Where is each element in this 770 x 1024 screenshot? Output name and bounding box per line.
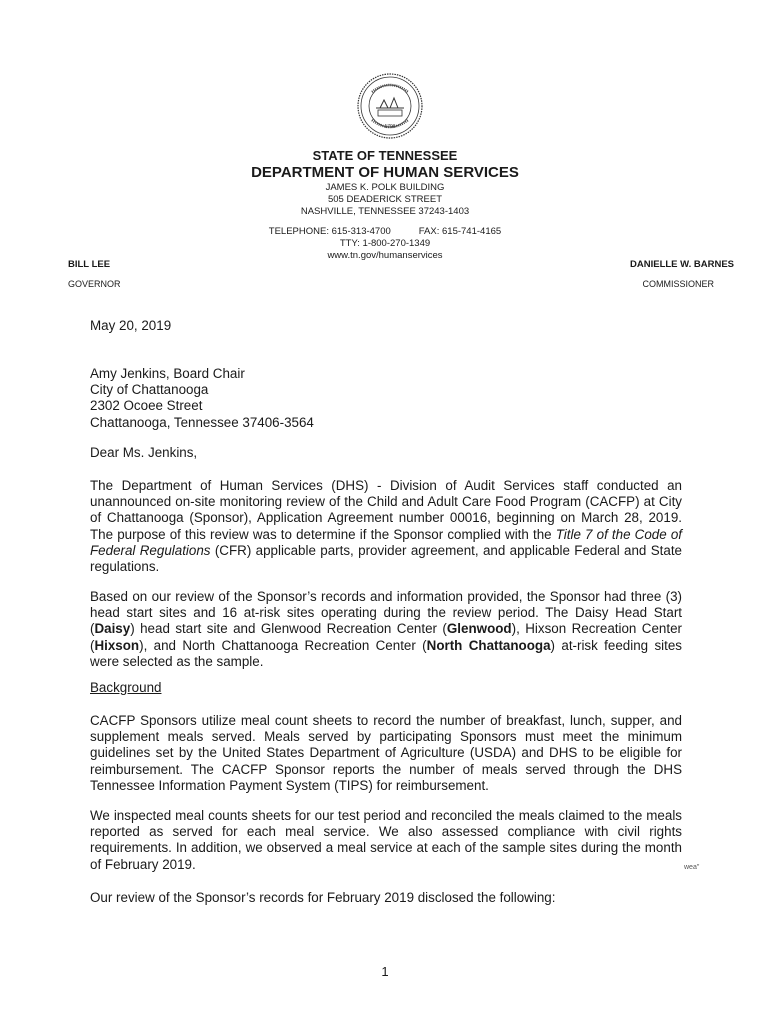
- recipient-address: [90, 366, 682, 431]
- page-number: 1: [381, 964, 389, 979]
- department-title: DEPARTMENT OF HUMAN SERVICES: [251, 164, 519, 181]
- text-run: Based on our review of the Sponsor’s records and information provided, the Sponsor had three (3) head start sites and 16 at-risk sites operating during the review period. The Daisy Head Start (: [90, 589, 682, 637]
- cfr-title: Title 7 of the Code of Federal Regulations: [90, 526, 682, 558]
- street-address: 505 DEADERICK STREET: [327, 194, 443, 205]
- address-line: Chattanooga, Tennessee 37406-3564: [90, 414, 314, 430]
- text-run: ), Hixson Recreation Center (: [90, 621, 682, 653]
- svg-text:1796: 1796: [384, 124, 396, 130]
- text-run: ) head start site and Glenwood Recreation Center (: [130, 621, 447, 637]
- site-north-chattanooga: North Chattanooga: [426, 637, 551, 653]
- address-line: City of Chattanooga: [90, 382, 209, 398]
- tty: TTY: 1-800-270-1349: [339, 238, 431, 249]
- address-line: 2302 Ocoee Street: [90, 398, 203, 414]
- salutation: Dear Ms. Jenkins,: [90, 445, 198, 460]
- site-daisy: Daisy: [94, 621, 131, 637]
- text-run: ) at-risk feeding sites were selected as the sample.: [90, 637, 683, 669]
- website[interactable]: www.tn.gov/humanservices: [327, 250, 443, 261]
- city-address: NASHVILLE, TENNESSEE 37243-1403: [300, 206, 470, 217]
- governor-title: GOVERNOR: [68, 279, 121, 289]
- paragraph-sites: [90, 589, 682, 670]
- governor-name: BILL LEE: [68, 259, 111, 270]
- commissioner-name: DANIELLE W. BARNES: [630, 259, 734, 270]
- building-name: JAMES K. POLK BUILDING: [325, 182, 445, 193]
- site-hixson: Hixson: [94, 637, 140, 653]
- address-line: Amy Jenkins, Board Chair: [90, 366, 245, 381]
- text-run: ), and North Chattanooga Recreation Center (: [139, 637, 427, 653]
- paragraph-findings-intro: Our review of the Sponsor’s records for February 2019 disclosed the following:: [90, 890, 556, 905]
- paragraph-background: CACFP Sponsors utilize meal count sheets to record the number of breakfast, lunch, supper, and supplement meals served. Meals served by participating Sponsors must meet the minimum guidelines set by the United States Department of Agriculture (USDA) and DHS to be eligible for reimbursement. The CACFP Sponsor reports the number of meals served through the DHS Tennessee Information Payment System (TIPS) for reimbursement.: [90, 713, 682, 793]
- fax: FAX: 615-741-4165: [418, 226, 502, 237]
- state-title: STATE OF TENNESSEE: [312, 148, 458, 163]
- site-glenwood: Glenwood: [446, 621, 512, 637]
- commissioner-title: COMMISSIONER: [642, 279, 714, 289]
- tennessee-state-seal: [356, 72, 424, 140]
- paragraph-inspection: We inspected meal counts sheets for our test period and reconciled the meals claimed to the meals reported as served for each meal service. We also assessed compliance with civil rights requirements. In addition, we observed a meal service at each of the sample sites during the month of February 2019.: [90, 808, 682, 872]
- paragraph-intro: [90, 478, 682, 575]
- contact-line: [0, 226, 770, 238]
- text-run: (CFR) applicable parts, provider agreement, and applicable Federal and State regulations.: [90, 542, 682, 575]
- margin-mark: wea": [684, 864, 700, 871]
- background-heading: Background: [90, 680, 162, 695]
- telephone: TELEPHONE: 615-313-4700: [268, 226, 391, 237]
- letter-date: May 20, 2019: [90, 318, 172, 333]
- text-run: The Department of Human Services (DHS) - Division of Audit Services staff conducted an unannounced on-site monitoring review of the Child and Adult Care Food Program (CACFP) at City of Chattanooga (Sponsor), Application Agreement number 00016, beginning on March 28, 2019. The purpose of this review was to determine if the Sponsor complied with the: [90, 478, 682, 542]
